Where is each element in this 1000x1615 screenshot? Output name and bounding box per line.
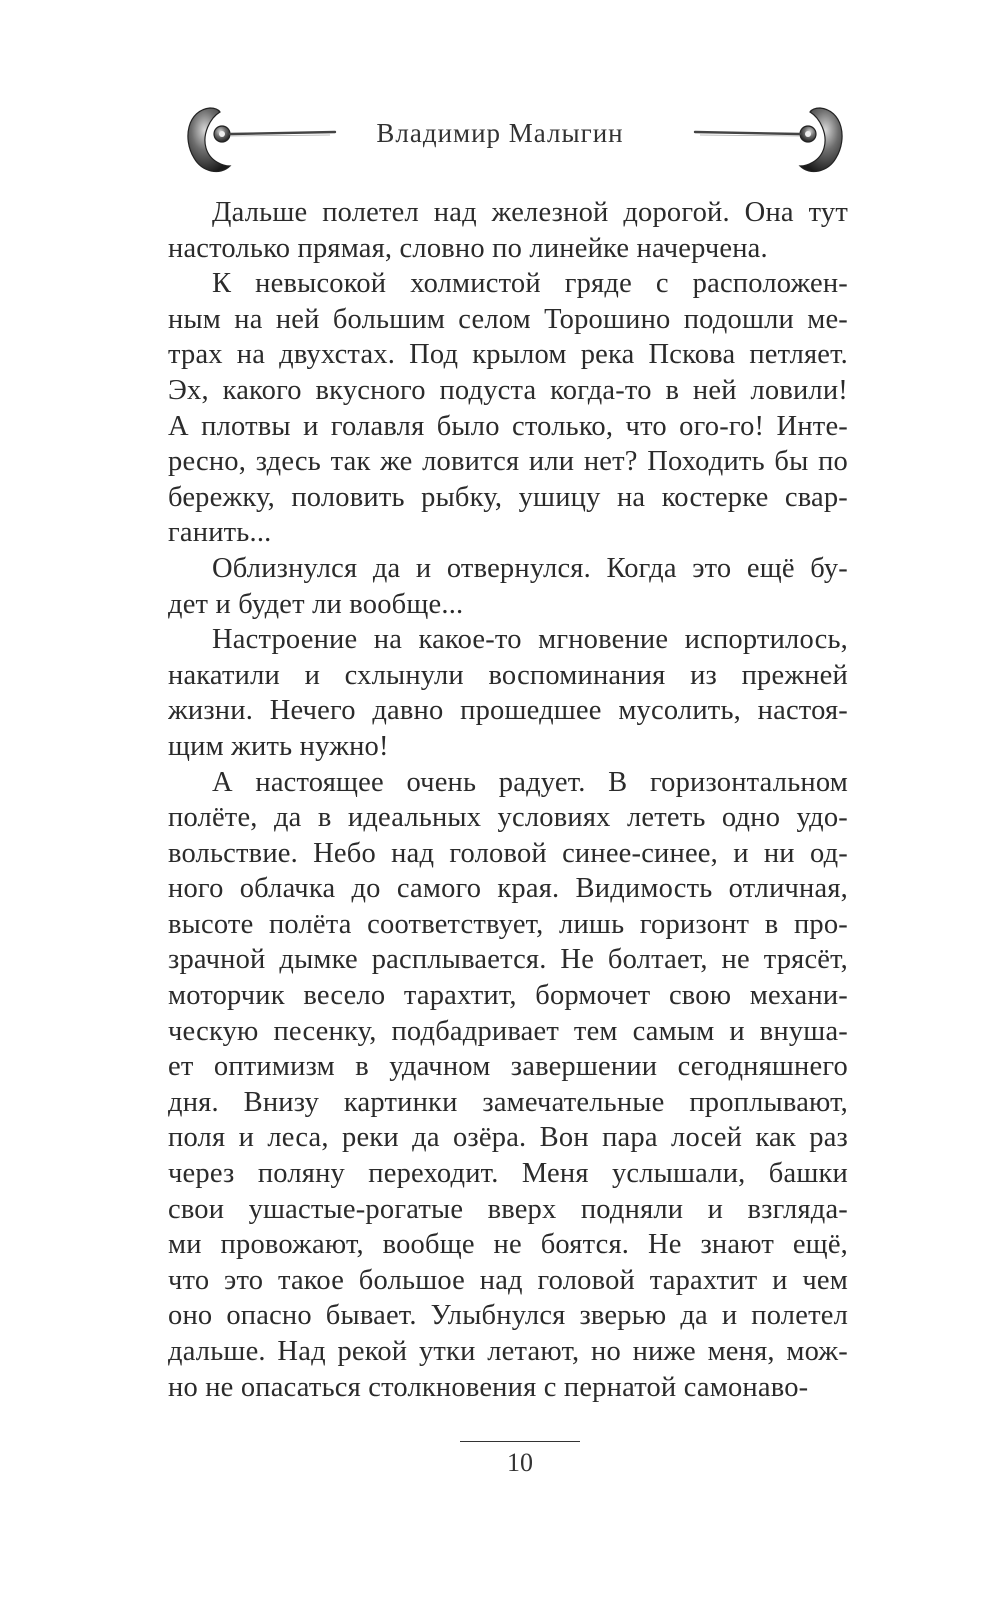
text-line: Эх, какого вкусного подуста когда-то в ней ловили!	[168, 374, 848, 406]
text-line: моторчик весело тарахтит, бормочет свою механи-	[168, 980, 848, 1012]
running-header-title: Владимир Малыгин	[376, 118, 624, 148]
text-line: накатили и схлынули воспоминания из прежней	[168, 659, 848, 691]
text-line: зрачной дымке расплывается. Не болтает, не трясёт,	[168, 944, 848, 976]
paragraph	[168, 195, 848, 266]
text-line: дня. Внизу картинки замечательные проплывают,	[168, 1086, 848, 1118]
text-line: вольствие. Небо над головой синее-синее, и ни од-	[168, 837, 848, 869]
text-line: А настоящее очень радует. В горизонтальном	[212, 766, 848, 798]
text-line: высоте полёта соответствует, лишь горизонт в про-	[168, 908, 848, 940]
page-number: 10	[507, 1448, 533, 1477]
text-line: свои ушастые-рогатые вверх подняли и взгляда-	[168, 1193, 848, 1225]
text-line: ми провожают, вообще не боятся. Не знают ещё,	[168, 1229, 848, 1261]
text-line: К невысокой холмистой гряде с расположен-	[212, 268, 848, 300]
text-line: полёте, да в идеальных условиях лететь одно удо-	[168, 802, 848, 834]
text-line: Настроение на какое-то мгновение испортилось,	[212, 624, 848, 656]
text-line: ного облачка до самого края. Видимость отличная,	[168, 873, 848, 905]
footer-rule	[460, 1441, 580, 1442]
text-line: ет оптимизм в удачном завершении сегодняшнего	[168, 1051, 848, 1083]
running-header	[0, 100, 1000, 180]
text-line: оно опасно бывает. Улыбнулся зверью да и полетел	[168, 1300, 848, 1332]
text-line: поля и леса, реки да озёра. Вон пара лосей как раз	[168, 1122, 848, 1154]
text-line: А плотвы и голавля было столько, что ого-го! Инте-	[168, 410, 848, 442]
paragraph	[168, 551, 848, 622]
text-line: ческую песенку, подбадривает тем самым и внуша-	[168, 1015, 848, 1047]
paragraph	[168, 622, 848, 764]
text-line: бережку, половить рыбку, ушицу на костерке свар-	[168, 481, 848, 513]
text-line: ганить...	[168, 517, 272, 549]
paragraph	[168, 266, 848, 551]
paragraph	[168, 765, 848, 1406]
text-line: щим жить нужно!	[168, 730, 389, 762]
body-text	[168, 195, 848, 1405]
text-line: ным на ней большим селом Торошино подошли ме-	[168, 303, 848, 335]
curl-ornament-right-icon	[690, 100, 850, 180]
text-line: жизни. Нечего давно прошедшее мусолить, настоя-	[168, 695, 848, 727]
text-line: Дальше полетел над железной дорогой. Она тут	[212, 197, 848, 228]
text-line: дальше. Над рекой утки летают, но ниже меня, мож-	[168, 1336, 848, 1367]
text-line: настолько прямая, словно по линейке начерчена.	[168, 232, 768, 264]
text-line: но не опасаться столкновения с пернатой самонаво-	[168, 1371, 809, 1403]
text-line: трах на двухстах. Под крылом река Пскова петляет.	[168, 339, 848, 371]
text-line: что это такое большое над головой тарахтит и чем	[168, 1264, 848, 1296]
text-line: ресно, здесь так же ловится или нет? Походить бы по	[168, 446, 848, 478]
text-line: через поляну переходит. Меня услышали, башки	[168, 1158, 848, 1190]
text-line: Облизнулся да и отвернулся. Когда это ещё бу-	[212, 552, 848, 584]
text-line: дет и будет ли вообще...	[168, 588, 464, 620]
